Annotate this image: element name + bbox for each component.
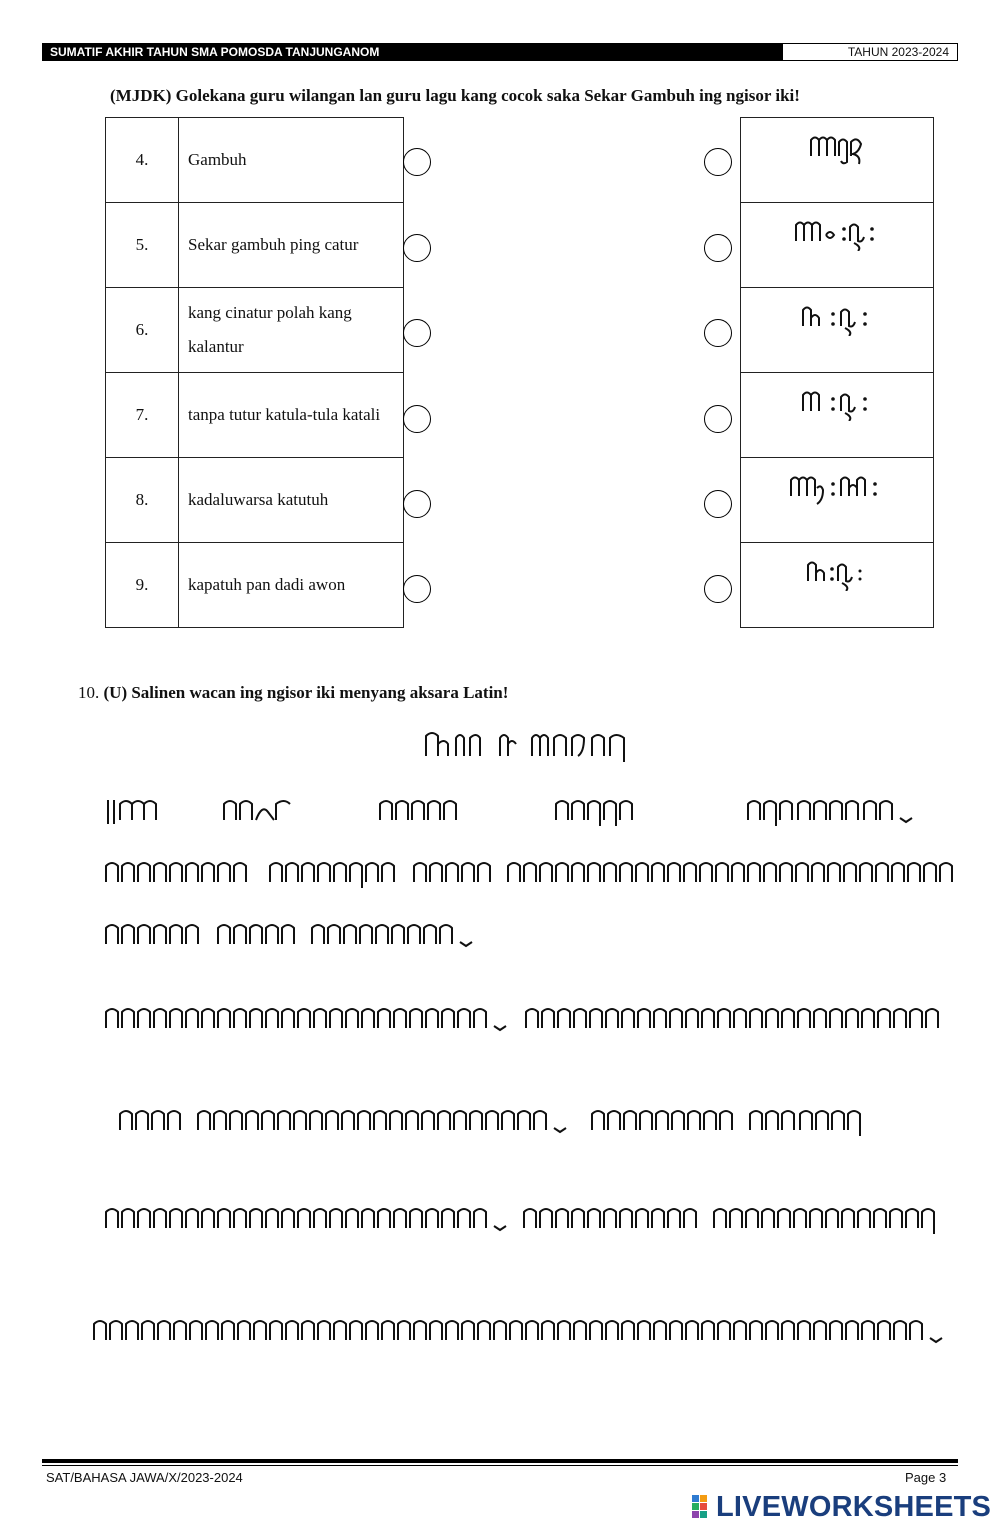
row-text: kapatuh pan dadi awon bbox=[179, 543, 404, 628]
left-match-dot[interactable] bbox=[403, 234, 431, 262]
javanese-answer-cell bbox=[741, 118, 934, 203]
row-number: 4. bbox=[106, 118, 179, 203]
javanese-script-glyph bbox=[802, 557, 872, 591]
left-match-dot[interactable] bbox=[403, 148, 431, 176]
javanese-script-glyph bbox=[797, 387, 877, 421]
javanese-answer-cell bbox=[741, 373, 934, 458]
javanese-script-line bbox=[100, 852, 960, 900]
table-row bbox=[106, 543, 404, 628]
row-text: kang cinatur polah kang kalantur bbox=[179, 288, 404, 373]
liveworksheets-wordmark: LIVEWORKSHEETS bbox=[716, 1490, 992, 1523]
row-text: Gambuh bbox=[179, 118, 404, 203]
javanese-script-line bbox=[100, 1100, 960, 1148]
left-match-dot[interactable] bbox=[403, 319, 431, 347]
table-row bbox=[106, 288, 404, 373]
javanese-answer-cell bbox=[741, 543, 934, 628]
liveworksheets-icon bbox=[692, 1493, 716, 1521]
javanese-script-line bbox=[88, 1310, 948, 1358]
left-match-dot[interactable] bbox=[403, 490, 431, 518]
javanese-script-line bbox=[100, 1198, 960, 1246]
javanese-script-line bbox=[100, 914, 960, 962]
row-text: kadaluwarsa katutuh bbox=[179, 458, 404, 543]
page-number: Page 3 bbox=[905, 1470, 947, 1485]
liveworksheets-logo[interactable] bbox=[692, 1490, 991, 1524]
right-match-dot[interactable] bbox=[704, 575, 732, 603]
row-number: 5. bbox=[106, 203, 179, 288]
javanese-script-line bbox=[100, 998, 960, 1046]
table-row bbox=[106, 203, 404, 288]
javanese-answer-cell bbox=[741, 203, 934, 288]
javanese-answer-cell bbox=[741, 288, 934, 373]
footer-rule-thin bbox=[42, 1465, 958, 1466]
row-number: 8. bbox=[106, 458, 179, 543]
left-match-dot[interactable] bbox=[403, 405, 431, 433]
footer-rule bbox=[42, 1459, 958, 1463]
question-10 bbox=[78, 683, 508, 703]
right-match-dot[interactable] bbox=[704, 405, 732, 433]
matching-left-table bbox=[105, 117, 404, 628]
row-text: Sekar gambuh ping catur bbox=[179, 203, 404, 288]
javanese-answer-cell bbox=[741, 458, 934, 543]
left-match-dot[interactable] bbox=[403, 575, 431, 603]
table-row bbox=[106, 373, 404, 458]
header-year: TAHUN 2023-2024 bbox=[782, 43, 958, 61]
right-match-dot[interactable] bbox=[704, 319, 732, 347]
right-match-dot[interactable] bbox=[704, 234, 732, 262]
question-number: 10. bbox=[78, 683, 100, 702]
right-match-dot[interactable] bbox=[704, 490, 732, 518]
row-number: 7. bbox=[106, 373, 179, 458]
header-title: SUMATIF AKHIR TAHUN SMA POMOSDA TANJUNGANOM bbox=[42, 43, 782, 61]
table-row bbox=[106, 118, 404, 203]
javanese-script-glyph bbox=[787, 472, 887, 506]
matching-instruction: (MJDK) Golekana guru wilangan lan guru lagu kang cocok saka Sekar Gambuh ing ngisor iki! bbox=[110, 86, 800, 105]
javanese-script-title bbox=[420, 726, 650, 766]
javanese-script-glyph bbox=[807, 132, 867, 166]
javanese-script-line bbox=[100, 790, 960, 838]
right-match-dot[interactable] bbox=[704, 148, 732, 176]
matching-right-table bbox=[740, 117, 934, 628]
row-text: tanpa tutur katula-tula katali bbox=[179, 373, 404, 458]
row-number: 9. bbox=[106, 543, 179, 628]
javanese-script-glyph bbox=[797, 302, 877, 336]
question-label: (U) Salinen wacan ing ngisor iki menyang aksara Latin! bbox=[103, 683, 509, 702]
page-header bbox=[42, 43, 958, 61]
row-number: 6. bbox=[106, 288, 179, 373]
footer-course-code: SAT/BAHASA JAWA/X/2023-2024 bbox=[46, 1470, 243, 1485]
table-row bbox=[106, 458, 404, 543]
javanese-script-glyph bbox=[792, 217, 882, 251]
